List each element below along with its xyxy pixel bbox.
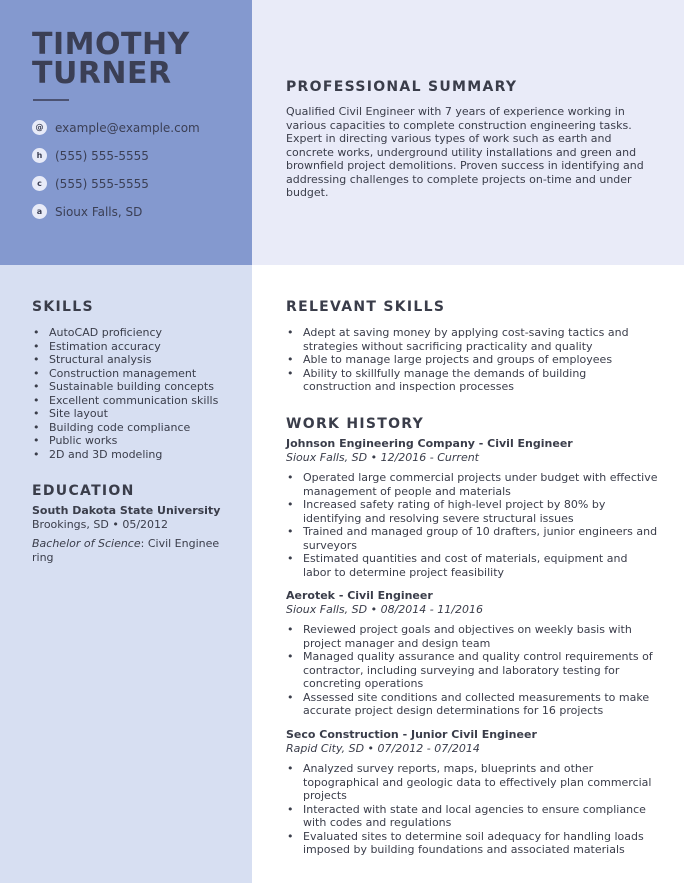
- address-icon: a: [32, 204, 47, 219]
- skill-item: • AutoCAD proficiency: [32, 326, 237, 340]
- skill-item: • Structural analysis: [32, 353, 237, 367]
- work-history-heading: WORK HISTORY: [286, 416, 425, 432]
- job-bullet: • Increased safety rating of high-level project by 80% by identifying and resolving severe structural issues: [286, 498, 658, 525]
- job-meta: Sioux Falls, SD • 08/2014 - 11/2016: [286, 603, 483, 616]
- contact-cell-phone-text: (555) 555-5555: [55, 176, 149, 191]
- skill-item: • Site layout: [32, 407, 237, 421]
- skill-item: • Excellent communication skills: [32, 394, 237, 408]
- contact-email-text: example@example.com: [55, 120, 200, 135]
- relevant-skills-heading: RELEVANT SKILLS: [286, 299, 446, 315]
- candidate-name: [32, 27, 190, 91]
- education-heading: EDUCATION: [32, 483, 135, 499]
- home-phone-icon: h: [32, 148, 47, 163]
- contact-cell-phone: [32, 176, 149, 191]
- relevant-skills-list: [286, 326, 658, 394]
- skills-heading: SKILLS: [32, 299, 94, 315]
- job-meta: Rapid City, SD • 07/2012 - 07/2014: [286, 742, 480, 755]
- skill-item: • Public works: [32, 434, 237, 448]
- education-degree: Bachelor of Science: Civil Engineering: [32, 537, 220, 564]
- contact-address-text: Sioux Falls, SD: [55, 204, 143, 219]
- relevant-skill-item: • Able to manage large projects and groups of employees: [286, 353, 658, 367]
- job-title: Johnson Engineering Company - Civil Engineer: [286, 437, 573, 450]
- job-bullet: • Estimated quantities and cost of materials, equipment and labor to determine project feasibility: [286, 552, 658, 579]
- skill-item: • Estimation accuracy: [32, 340, 237, 354]
- skill-item: • Construction management: [32, 367, 237, 381]
- relevant-skill-item: • Ability to skillfully manage the demands of building construction and inspection processes: [286, 367, 658, 394]
- email-icon: @: [32, 120, 47, 135]
- job-bullet: • Interacted with state and local agencies to ensure compliance with codes and regulations: [286, 803, 658, 830]
- summary-text: Qualified Civil Engineer with 7 years of experience working in various capacities to complete construction engineering tasks. Expert in directing various types of work such as earth and concrete works, underground utility installations and green and brownfield project demolitions. Proven success in identifying and addressing challenges to complete projects on-time and under budget.: [286, 105, 644, 199]
- job-bullet: • Trained and managed group of 10 drafters, junior engineers and surveyors: [286, 525, 658, 552]
- skill-item: • Sustainable building concepts: [32, 380, 237, 394]
- job-bullet: • Assessed site conditions and collected measurements to make accurate project design determinations for 16 projects: [286, 691, 658, 718]
- job-bullet: • Reviewed project goals and objectives on weekly basis with project manager and design team: [286, 623, 658, 650]
- job-bullet: • Managed quality assurance and quality control requirements of contractor, including surveying and laboratory testing for concreting operations: [286, 650, 658, 691]
- job-bullets: [286, 623, 658, 718]
- summary-heading: PROFESSIONAL SUMMARY: [286, 79, 518, 95]
- skill-item: • 2D and 3D modeling: [32, 448, 237, 462]
- job-title: Aerotek - Civil Engineer: [286, 589, 433, 602]
- contact-email: [32, 120, 200, 135]
- relevant-skill-item: • Adept at saving money by applying cost-saving tactics and strategies without sacrificing practicality and quality: [286, 326, 658, 353]
- job-bullets: [286, 762, 658, 857]
- job-bullet: • Operated large commercial projects under budget with effective management of people and materials: [286, 471, 658, 498]
- contact-home-phone-text: (555) 555-5555: [55, 148, 149, 163]
- cell-phone-icon: c: [32, 176, 47, 191]
- degree-field: Civil Engineering: [32, 537, 220, 564]
- job-bullets: [286, 471, 658, 579]
- degree-label: Bachelor of Science: [32, 537, 141, 550]
- contact-home-phone: [32, 148, 149, 163]
- name-divider: [33, 99, 69, 101]
- job-meta: Sioux Falls, SD • 12/2016 - Current: [286, 451, 479, 464]
- job-bullet: • Evaluated sites to determine soil adequacy for handling loads imposed by building foundations and associated materials: [286, 830, 658, 857]
- contact-address: [32, 204, 142, 219]
- job-title: Seco Construction - Junior Civil Engineer: [286, 728, 537, 741]
- education-location-date: Brookings, SD • 05/2012: [32, 518, 169, 531]
- skill-item: • Building code compliance: [32, 421, 237, 435]
- first-name: TIMOTHY: [32, 27, 190, 62]
- education-school: South Dakota State University: [32, 504, 221, 517]
- skills-list: [32, 326, 237, 461]
- job-bullet: • Analyzed survey reports, maps, blueprints and other topographical and geologic data to effectively plan commercial projects: [286, 762, 658, 803]
- last-name: TURNER: [32, 56, 172, 91]
